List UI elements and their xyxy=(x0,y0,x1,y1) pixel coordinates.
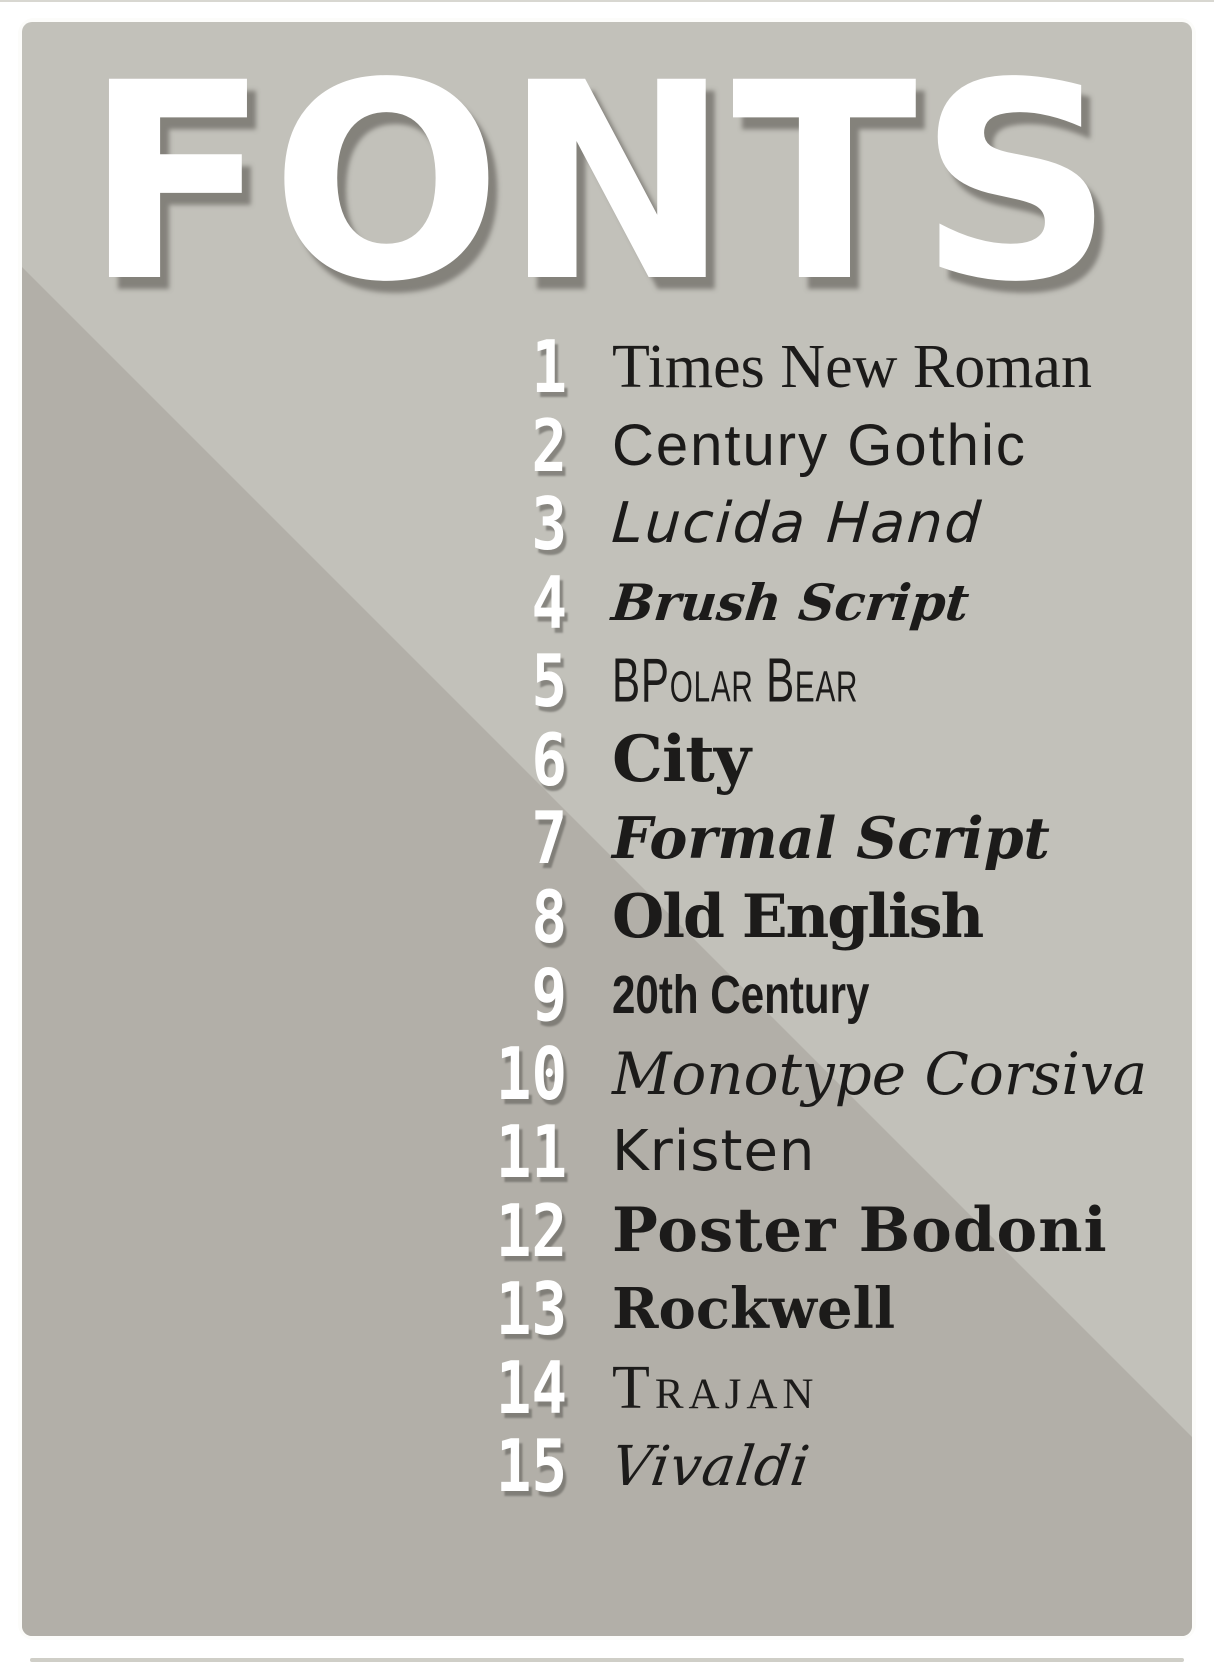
font-number: 1 xyxy=(531,325,567,410)
font-list-item xyxy=(22,639,1192,724)
font-number: 8 xyxy=(531,874,567,959)
font-list-item xyxy=(22,325,1192,410)
font-name-sample: City xyxy=(612,721,750,797)
font-name-sample: Century Gothic xyxy=(612,412,1027,478)
font-list-item xyxy=(22,1110,1192,1195)
font-number: 15 xyxy=(495,1424,567,1509)
font-number: 10 xyxy=(495,1031,567,1116)
poster-card xyxy=(18,18,1196,1640)
font-list-item xyxy=(22,1267,1192,1352)
font-name-sample: Old English xyxy=(612,881,983,952)
font-name-sample: Brush Script xyxy=(608,572,972,632)
top-edge-line xyxy=(0,0,1214,2)
font-number: 5 xyxy=(531,639,567,724)
font-name-sample: Monotype Corsiva xyxy=(612,1039,1148,1108)
font-number: 4 xyxy=(531,560,567,645)
font-name-sample: Formal Script xyxy=(612,804,1050,872)
font-list-item xyxy=(22,874,1192,959)
poster-title: FONTS xyxy=(84,26,1116,342)
font-name-sample: 20th Century xyxy=(612,965,870,1026)
font-name-sample: Poster Bodoni xyxy=(612,1195,1108,1267)
font-name-sample: Times New Roman xyxy=(612,333,1092,402)
font-number: 11 xyxy=(495,1110,567,1195)
font-list-item xyxy=(22,1424,1192,1509)
font-number: 13 xyxy=(495,1267,567,1352)
font-number: 12 xyxy=(495,1188,567,1273)
font-number: 14 xyxy=(495,1345,567,1430)
font-number: 9 xyxy=(531,953,567,1038)
font-name-sample: Vivaldi xyxy=(607,1433,815,1498)
font-list-item xyxy=(22,1345,1192,1430)
font-name-sample: Rockwell xyxy=(612,1276,896,1343)
font-list-item xyxy=(22,560,1192,645)
font-list-item xyxy=(22,717,1192,802)
font-list xyxy=(22,325,1192,1509)
font-name-sample: Trajan xyxy=(612,1353,819,1422)
font-list-item xyxy=(22,796,1192,881)
font-name-sample: Kristen xyxy=(612,1119,816,1185)
font-number: 6 xyxy=(531,717,567,802)
font-list-item xyxy=(22,1031,1192,1116)
font-list-item xyxy=(22,403,1192,488)
font-number: 7 xyxy=(531,796,567,881)
card-bottom-shadow xyxy=(30,1658,1184,1662)
font-name-sample: BPolar Bear xyxy=(612,646,859,716)
font-list-item xyxy=(22,953,1192,1038)
font-list-item xyxy=(22,1188,1192,1273)
poster-canvas xyxy=(22,22,1192,1636)
font-name-sample: Lucida Hand xyxy=(609,491,985,557)
font-number: 2 xyxy=(531,403,567,488)
font-list-item xyxy=(22,482,1192,567)
font-number: 3 xyxy=(531,482,567,567)
